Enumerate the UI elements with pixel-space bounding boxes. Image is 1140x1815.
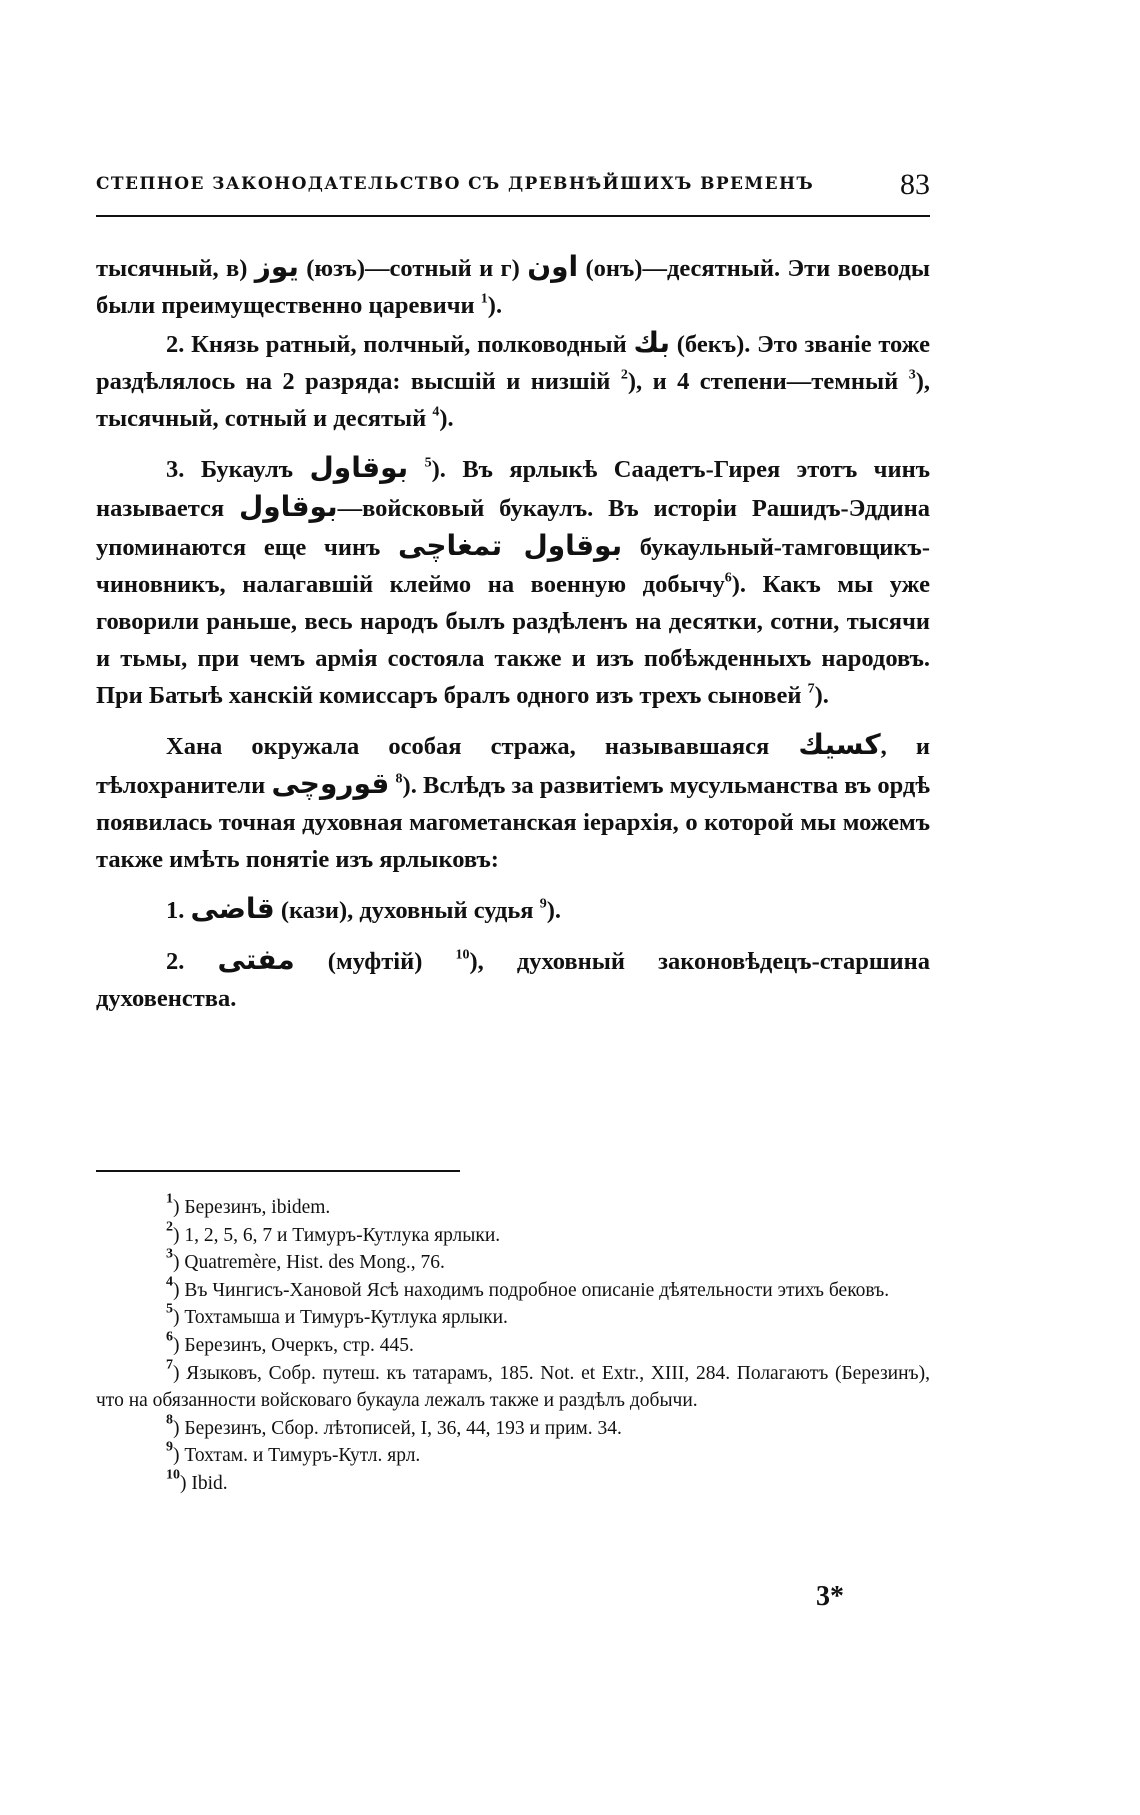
footnote-separator — [96, 1170, 460, 1172]
text-run: 3. Букаулъ — [166, 456, 310, 483]
footnotes — [96, 1191, 930, 1498]
text-run: (юзъ)—сотный и г) — [298, 255, 528, 282]
arabic-term-bek: بك — [633, 326, 671, 359]
footnote-number: 10 — [166, 1467, 180, 1483]
footnote-text: ) Березинъ, Очеркъ, стр. 445. — [173, 1334, 414, 1356]
footnote — [96, 1301, 930, 1332]
footnote-text: ) Тохтам. и Тимуръ-Кутл. ярл. — [173, 1445, 421, 1467]
footnote-text: ) Ibid. — [180, 1472, 228, 1494]
footnote-number: 2 — [166, 1219, 173, 1235]
text-run: , и тѣлохранители — [96, 733, 930, 799]
page-number: 83 — [900, 168, 930, 201]
arabic-term-yuz: یوز — [254, 250, 299, 283]
arabic-term-kesik: کسیك — [798, 728, 881, 761]
page-header — [96, 168, 930, 208]
footnote-ref: 8 — [395, 771, 403, 787]
text-run: ). Въ ярлыкѣ Саадетъ-Гирея этотъ чинъ называется — [96, 456, 931, 522]
main-text — [96, 248, 930, 1017]
text-run: 2. Князь ратный, полчный, полководный — [166, 331, 634, 358]
footnote-text: ) Березинъ, Сбор. лѣтописей, I, 36, 44, 193 и прим. 34. — [173, 1417, 622, 1439]
text-run: (бекъ). Это званіе тоже раздѣлялось на 2 разряда: высшій и низшій — [96, 331, 930, 395]
footnote-number: 3 — [166, 1246, 173, 1262]
text-run: тысячный, в) — [96, 255, 255, 282]
printer-signature-mark: 3* — [816, 1581, 844, 1612]
text-run: ). — [487, 292, 503, 319]
header-rule — [96, 215, 930, 217]
arabic-term-on: اون — [527, 250, 579, 283]
arabic-term-bukaul-tamgachi: بوقاول تمغاچی — [398, 529, 623, 562]
footnote-ref: 9 — [539, 896, 547, 912]
footnote-text: ) Въ Чингисъ-Хановой Ясѣ находимъ подробное описаніе дѣятельности этихъ бековъ. — [173, 1279, 890, 1301]
footnote-text: ) 1, 2, 5, 6, 7 и Тимуръ-Кутлука ярлыки. — [173, 1224, 501, 1246]
text-run: (онъ)—десятный. Эти воеводы были преимущественно царевичи — [96, 255, 930, 319]
footnote-number: 8 — [166, 1412, 173, 1428]
text-run: ). — [546, 897, 561, 924]
footnote — [96, 1412, 930, 1443]
footnote-ref: 2 — [620, 367, 628, 383]
footnote — [96, 1246, 930, 1277]
arabic-term-qadi: قاضی — [190, 892, 275, 925]
text-run: ), тысячный, сотный и десятый — [96, 368, 930, 432]
footnote-number: 1 — [166, 1191, 173, 1207]
text-run: ). — [439, 405, 454, 432]
text-run: ). Вслѣдъ за развитіемъ мусульманства въ ордѣ появилась точная духовная магометанская іерархія, о которой мы можемъ также имѣть понятіе изъ ярлыковъ: — [96, 772, 930, 873]
paragraph-1 — [96, 248, 930, 324]
text-run: Хана окружала особая стража, называвшаяся — [166, 733, 799, 760]
paragraph-4 — [96, 726, 930, 878]
footnote-number: 9 — [166, 1439, 173, 1455]
footnote-ref: 10 — [455, 947, 470, 963]
text-run: ), и 4 степени—темный — [627, 368, 909, 395]
text-run: ), духовный законовѣдецъ-старшина духовенства. — [96, 948, 931, 1012]
footnote — [96, 1357, 930, 1415]
footnote-number: 7 — [166, 1357, 173, 1373]
footnote-text: ) Языковъ, Собр. путеш. къ татарамъ, 185. Not. et Extr., XIII, 284. Полагаютъ (Березинъ), что на обязанности войсковаго букаула лежалъ также и раздѣлъ добычи. — [96, 1362, 930, 1412]
arabic-term-bukaul: بوقاول — [238, 490, 338, 523]
footnote-ref: 1 — [480, 291, 488, 307]
paragraph-2 — [96, 324, 930, 437]
footnote-ref: 4 — [432, 404, 440, 420]
paragraph-3 — [96, 449, 930, 714]
footnote — [96, 1191, 930, 1222]
footnote — [96, 1439, 930, 1470]
arabic-term-bukaul: بوقاول — [309, 451, 409, 484]
footnote-number: 5 — [166, 1301, 173, 1317]
text-run: 2. — [166, 948, 218, 975]
footnote — [96, 1219, 930, 1250]
text-run: 1. — [166, 897, 191, 924]
footnote-ref: 7 — [807, 681, 815, 697]
footnote — [96, 1329, 930, 1360]
footnote-text: ) Тохтамыша и Тимуръ-Кутлука ярлыки. — [173, 1307, 508, 1329]
footnote-ref: 6 — [724, 570, 732, 586]
footnote-text: ) Березинъ, ibidem. — [173, 1197, 331, 1218]
arabic-term-mufti: مفتی — [217, 943, 295, 976]
text-run: букаульный-тамговщикъ-чиновникъ, налагавшій клеймо на военную добычу — [96, 534, 930, 598]
footnote — [96, 1274, 930, 1305]
paragraph-6 — [96, 941, 930, 1017]
footnote — [96, 1467, 930, 1498]
footnote-number: 6 — [166, 1329, 173, 1345]
text-run: (муфтій) — [294, 948, 456, 975]
footnote-ref: 3 — [908, 367, 916, 383]
footnote-number: 4 — [166, 1274, 173, 1290]
text-run: (кази), духовный судья — [274, 897, 540, 924]
arabic-term-qoruchi: قوروچی — [271, 767, 390, 800]
paragraph-5 — [96, 890, 930, 929]
text-run — [408, 456, 424, 483]
text-run: ). — [814, 682, 829, 709]
footnote-text: ) Quatremère, Hist. des Mong., 76. — [173, 1252, 445, 1274]
text-run: —войсковый букаулъ. Въ исторіи Рашидъ-Эддина упоминаются еще чинъ — [96, 495, 930, 561]
running-title: СТЕПНОЕ ЗАКОНОДАТЕЛЬСТВО СЪ ДРЕВНѢЙШИХЪ ВРЕМЕНЪ — [96, 174, 815, 194]
footnote-ref: 5 — [424, 455, 432, 471]
text-run: ). Какъ мы уже говорили раньше, весь народъ былъ раздѣленъ на десятки, сотни, тысячи и тьмы, при чемъ армія состояла также и изъ побѣжденныхъ народовъ. При Батыѣ ханскій комиссаръ бралъ одного изъ трехъ сыновей — [96, 571, 930, 709]
